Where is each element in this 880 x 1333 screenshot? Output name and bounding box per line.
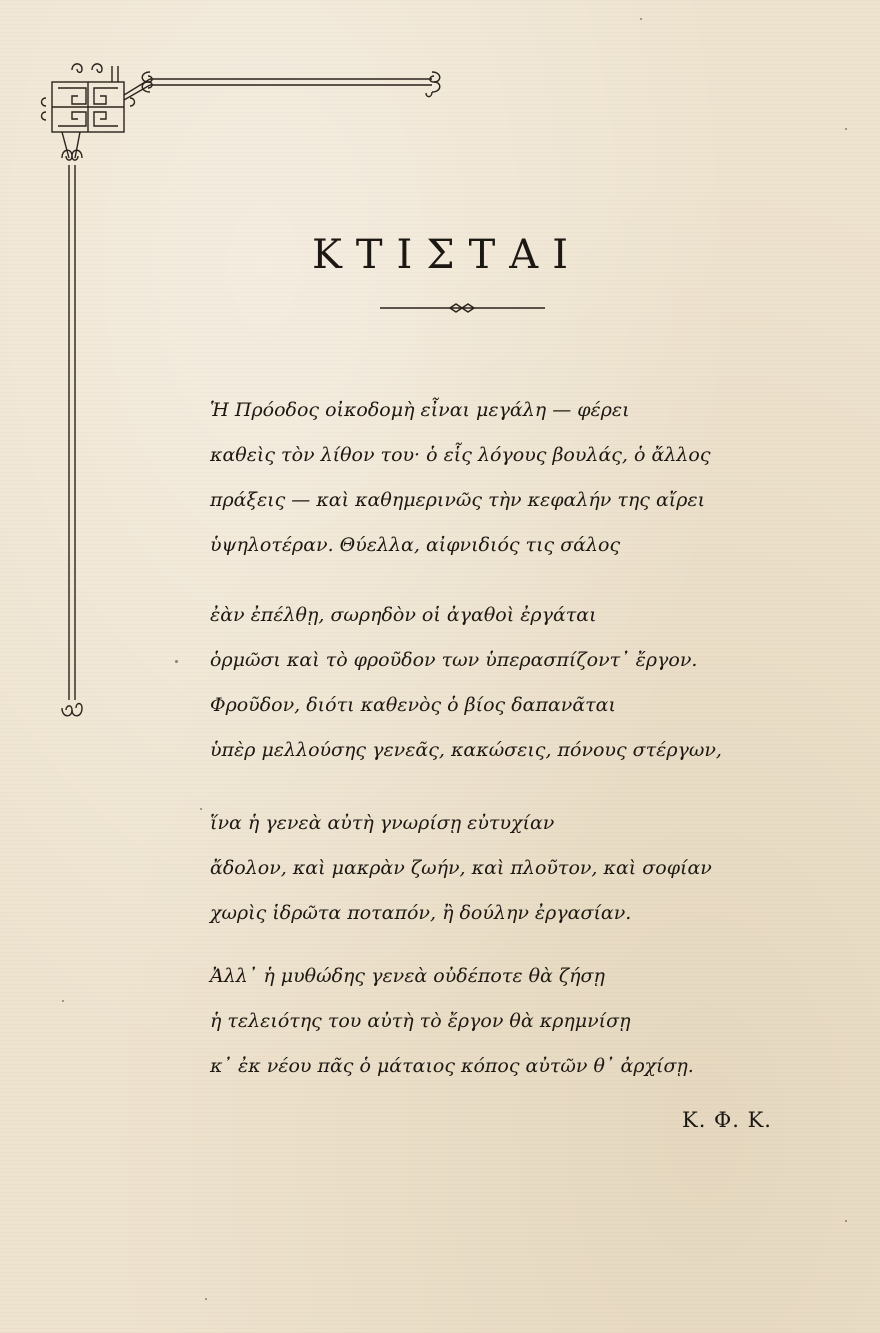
poem-title: ΚΤΙΣΤΑΙ xyxy=(311,231,582,278)
poem-line: Φροῦδον, διότι καθενὸς ὁ βίος δαπανᾶται xyxy=(210,694,616,716)
stanza-1 xyxy=(210,388,722,568)
stanza-2 xyxy=(210,593,722,773)
paper-speck xyxy=(205,1298,207,1300)
paper-speck xyxy=(845,1220,847,1222)
author-signature: Κ. Φ. Κ. xyxy=(682,1108,772,1132)
poem-line: πράξεις — καὶ καθημερινῶς τὴν κεφαλήν της αἴρει xyxy=(210,489,706,511)
poem-line: ἐὰν ἐπέλθῃ, σωρηδὸν οἱ ἀγαθοὶ ἐργάται xyxy=(210,604,597,626)
poem-body xyxy=(210,388,722,1089)
poem-line: Ἀλλ᾽ ἡ μυθώδης γενεὰ οὐδέποτε θὰ ζήσῃ xyxy=(210,965,605,987)
stanza-break xyxy=(210,936,722,954)
stanza-3 xyxy=(210,801,722,936)
stanza-break xyxy=(210,773,722,801)
poem-line: χωρὶς ἱδρῶτα ποταπόν, ἢ δούλην ἐργασίαν. xyxy=(210,902,632,924)
poem-line: ὁρμῶσι καὶ τὸ φροῦδον των ὑπερασπίζοντ᾽ ἔργον. xyxy=(210,649,698,671)
poem-line: ἡ τελειότης του αὐτὴ τὸ ἔργον θὰ κρημνίσῃ xyxy=(210,1010,631,1032)
poem-line: ἵνα ἡ γενεὰ αὐτὴ γνωρίσῃ εὐτυχίαν xyxy=(210,812,555,834)
poem-line: ἄδολον, καὶ μακρὰν ζωήν, καὶ πλοῦτον, καὶ σοφίαν xyxy=(210,857,712,879)
poem-line: ὑψηλοτέραν. Θύελλα, αἰφνιδιός τις σάλος xyxy=(210,534,621,556)
stanza-break xyxy=(210,568,722,593)
center-flourish-rule-icon xyxy=(380,300,545,316)
poem-line: Ἡ Πρόοδος οἰκοδομὴ εἶναι μεγάλη — φέρει xyxy=(210,399,630,421)
poem-line: καθεὶς τὸν λίθον του· ὁ εἷς λόγους βουλάς, ὁ ἄλλος xyxy=(210,444,711,466)
paper-speck xyxy=(845,128,847,130)
poem-line: κ᾽ ἐκ νέου πᾶς ὁ μάταιος κόπος αὐτῶν θ᾽ ἀρχίσῃ. xyxy=(210,1055,694,1077)
poem-line: ὑπὲρ μελλούσης γενεᾶς, κακώσεις, πόνους στέργων, xyxy=(210,739,722,761)
paper-speck xyxy=(200,808,202,810)
paper-speck xyxy=(175,660,178,663)
paper-speck xyxy=(62,1000,64,1002)
stanza-4 xyxy=(210,954,722,1089)
paper-speck xyxy=(640,18,642,20)
